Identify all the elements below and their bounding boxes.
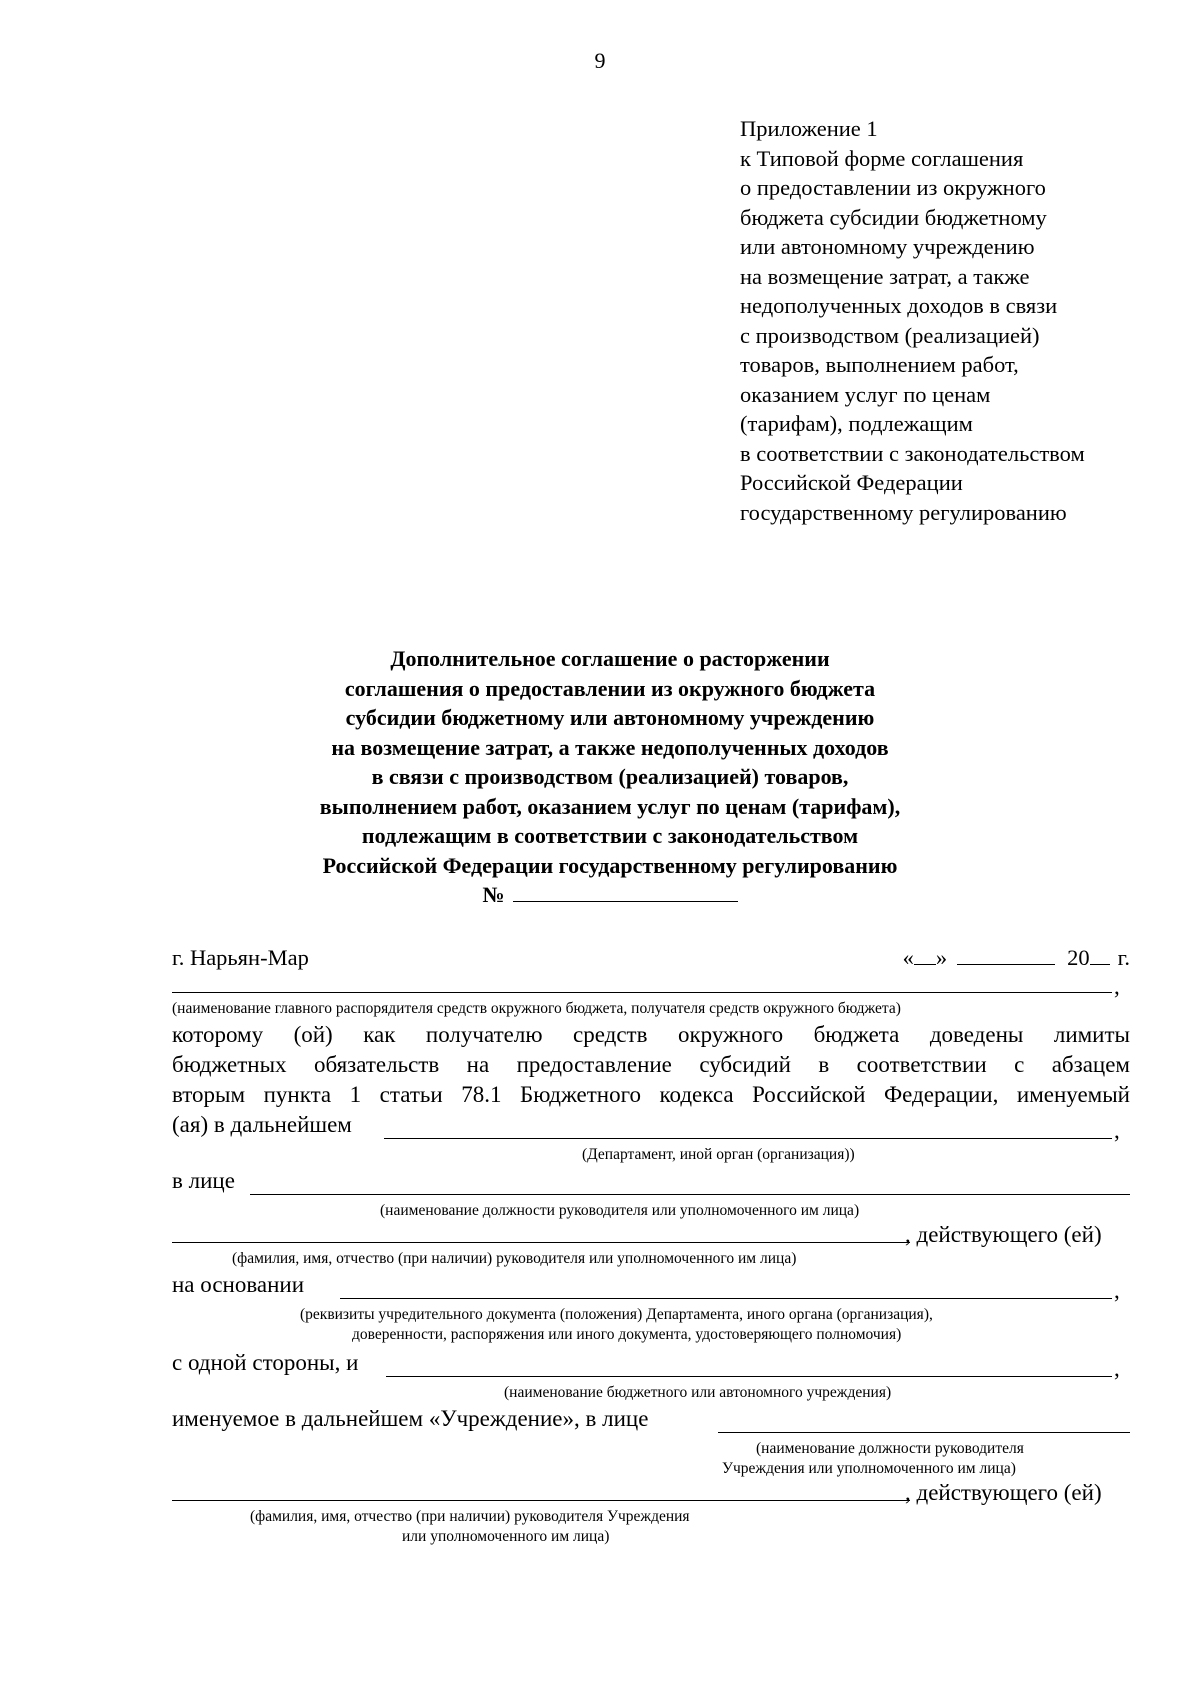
month-field[interactable] xyxy=(957,944,1055,965)
city-name: г. Нарьян-Мар xyxy=(172,945,309,970)
institution-fio-caption: (фамилия, имя, отчество (при наличии) руководителя Учреждения xyxy=(250,1508,690,1525)
title-line: в связи с производством (реализацией) товаров, xyxy=(371,764,849,789)
hereinafter-label: (ая) в дальнейшем xyxy=(172,1112,352,1137)
basis-field[interactable] xyxy=(340,1298,1112,1299)
year-suffix: г. xyxy=(1117,945,1130,970)
appendix-line: с производством (реализацией) xyxy=(740,322,1040,348)
fio-field[interactable] xyxy=(172,1242,910,1243)
appendix-line: Российской Федерации xyxy=(740,470,963,495)
appendix-line: оказанием услуг по ценам xyxy=(740,381,991,407)
institution-position-field[interactable] xyxy=(718,1432,1130,1433)
appendix-line: на возмещение затрат, а также xyxy=(740,263,1030,289)
paragraph-line: бюджетных обязательств на предоставление субсидий в соответствии с абзацем xyxy=(172,1052,1130,1077)
date-field xyxy=(903,944,1130,971)
title-line: выполнением работ, оказанием услуг по ценам (тарифам), xyxy=(319,793,901,819)
acting-label: , действующего (ей) xyxy=(905,1222,1102,1247)
one-side-label: с одной стороны, и xyxy=(172,1350,359,1375)
institution-fio-field[interactable] xyxy=(172,1500,910,1501)
appendix-reference xyxy=(740,114,1170,527)
position-field[interactable] xyxy=(250,1194,1130,1195)
appendix-line: государственному регулированию xyxy=(740,499,1067,525)
in-person-label: в лице xyxy=(172,1168,235,1193)
title-line: соглашения о предоставлении из окружного бюджета xyxy=(344,675,876,701)
institution-position-caption: Учреждения или уполномоченного им лица) xyxy=(722,1460,1016,1477)
year-prefix: 20 xyxy=(1067,945,1090,970)
department-caption: (Департамент, иной орган (организация)) xyxy=(582,1146,855,1163)
document-title xyxy=(250,644,970,910)
title-line: субсидии бюджетному или автономному учреждению xyxy=(345,705,875,730)
main-manager-caption: (наименование главного распорядителя средств окружного бюджета, получателя средств окружного бюджета) xyxy=(172,1000,901,1017)
date-open-quote: « xyxy=(902,945,914,970)
paragraph-line: вторым пункта 1 статьи 78.1 Бюджетного кодекса Российской Федерации, именуемый xyxy=(172,1082,1130,1107)
appendix-line: товаров, выполнением работ, xyxy=(740,352,1019,377)
acting-label: , действующего (ей) xyxy=(905,1480,1102,1505)
fio-caption: (фамилия, имя, отчество (при наличии) руководителя или уполномоченного им лица) xyxy=(232,1250,797,1267)
comma: , xyxy=(1114,1278,1120,1303)
main-manager-field[interactable] xyxy=(172,992,1112,993)
named-institution-label: именуемое в дальнейшем «Учреждение», в лице xyxy=(172,1406,649,1431)
year-field[interactable] xyxy=(1090,944,1110,965)
agreement-number-line xyxy=(250,880,970,910)
appendix-line: Приложение 1 xyxy=(740,116,878,141)
day-field[interactable] xyxy=(914,944,936,965)
title-line: Дополнительное соглашение о расторжении xyxy=(390,646,830,671)
appendix-line: в соответствии с законодательством xyxy=(740,440,1085,466)
basis-caption: (реквизиты учредительного документа (положения) Департамента, иного органа (организация), xyxy=(300,1306,933,1323)
paragraph-line: которому (ой) как получателю средств окружного бюджета доведены лимиты xyxy=(172,1022,1130,1047)
comma: , xyxy=(1114,1118,1120,1143)
number-sign: № xyxy=(482,882,505,907)
date-close-quote: » xyxy=(935,945,948,970)
department-field[interactable] xyxy=(384,1138,1112,1139)
appendix-line: или автономному учреждению xyxy=(740,234,1035,259)
position-caption: (наименование должности руководителя или уполномоченного им лица) xyxy=(380,1202,860,1219)
title-line: на возмещение затрат, а также недополученных доходов xyxy=(331,734,889,760)
page-number: 9 xyxy=(594,48,606,73)
comma: , xyxy=(1114,1356,1120,1381)
institution-field[interactable] xyxy=(386,1376,1112,1377)
appendix-line: недополученных доходов в связи xyxy=(740,293,1058,318)
appendix-line: (тарифам), подлежащим xyxy=(740,411,973,436)
on-basis-label: на основании xyxy=(172,1272,305,1297)
place-date-row xyxy=(172,944,1130,974)
agreement-number-field[interactable] xyxy=(513,881,738,902)
title-line: подлежащим в соответствии с законодательством xyxy=(361,823,859,848)
title-line: Российской Федерации государственному регулированию xyxy=(322,852,898,878)
appendix-line: бюджета субсидии бюджетному xyxy=(740,204,1047,230)
institution-position-caption: (наименование должности руководителя xyxy=(756,1440,1024,1457)
institution-fio-caption: или уполномоченного им лица) xyxy=(402,1528,610,1545)
comma: , xyxy=(1114,974,1120,999)
basis-caption: доверенности, распоряжения или иного документа, удостоверяющего полномочия) xyxy=(352,1326,902,1343)
appendix-line: к Типовой форме соглашения xyxy=(740,145,1024,171)
appendix-line: о предоставлении из окружного xyxy=(740,175,1046,200)
institution-caption: (наименование бюджетного или автономного учреждения) xyxy=(504,1384,892,1401)
